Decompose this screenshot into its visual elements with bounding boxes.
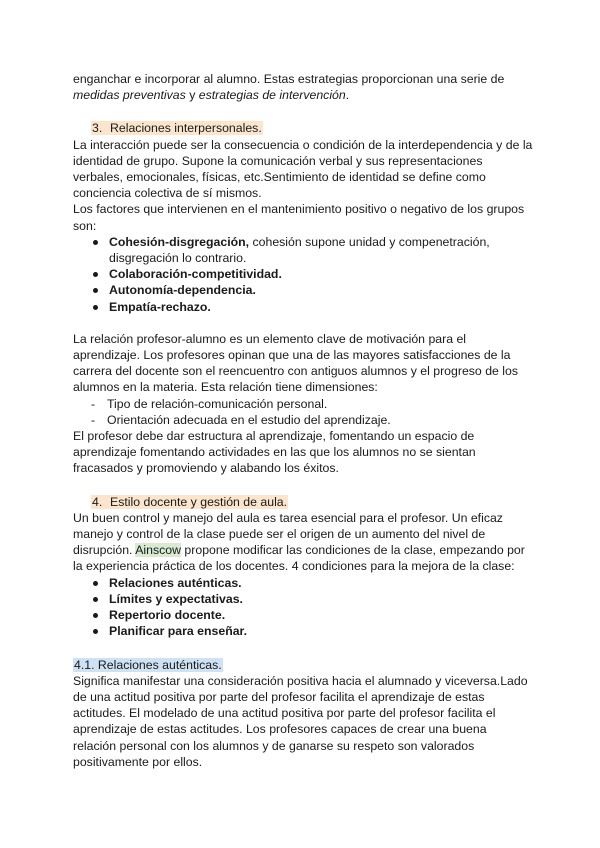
section-4-title: Estilo docente y gestión de aula. [110,494,288,509]
list-item: Repertorio docente. [93,607,533,623]
dash-marker: - [91,412,96,427]
section-3-title: Relaciones interpersonales. [110,121,262,136]
bullet-icon [93,581,98,586]
section-4-1-title: 4.1. Relaciones auténticas. [74,657,222,672]
section-4-1-heading [73,657,533,673]
factors-list [73,234,533,315]
bullet-icon [93,597,98,602]
intro-emphasis-preventive: medidas preventivas [73,88,186,103]
intro-paragraph [73,71,533,103]
list-item: Planificar para enseñar. [93,623,533,639]
section-4-paragraph: Un buen control y manejo del aula es tarea esencial para el profesor. Un eficaz manejo y control de la clase puede ser el origen de un aumento del nivel de disrupción. Ainscow propone modificar las condiciones de la clase, empezando por la experiencia práctica de los docentes. 4 condiciones para la mejora de la clase: [73,510,525,574]
list-item: - Tipo de relación-comunicación personal. [91,396,328,411]
section-4-number: 4. [92,494,103,509]
bullet-icon [93,613,98,618]
list-item: Cohesión-disgregación, cohesión supone unidad y compenetración, disgregación lo contrario. [93,234,533,266]
dash-marker: - [91,396,96,411]
list-item: Límites y expectativas. [93,591,533,607]
list-item: - Orientación adecuada en el estudio del aprendizaje. [91,412,391,427]
section-4-heading [73,494,533,510]
bullet-icon [93,272,98,277]
bullet-icon [93,240,98,245]
section-4-1-paragraph: Significa manifestar una consideración positiva hacia el alumnado y viceversa.Lado de una actitud positiva por parte del profesor facilita el aprendizaje de estas actitudes. El modelado de una actitud positiva por parte del profesor facilita el aprendizaje de estas actitudes. Los profesores capaces de crear una buena relación personal con los alumnos y de ganarse su respeto son valorados positivamente por ellos. [73,673,528,769]
section-3-paragraph-2: Los factores que intervienen en el mantenimiento positivo o negativo de los grupos son: [73,202,525,233]
list-item: Empatía-rechazo. [93,299,533,315]
intro-emphasis-intervention: estrategias de intervención [198,88,346,103]
conditions-list [73,575,533,640]
list-item: Autonomía-dependencia. [93,282,533,298]
section-3-paragraph-4: El profesor debe dar estructura al aprendizaje, fomentando un espacio de aprendizaje fomentando actividades en las que los alumnos no se sientan fracasados y promoviendo y alabando los éxitos. [73,429,476,476]
intro-end: . [345,88,350,103]
bullet-icon [93,288,98,293]
list-item: Relaciones auténticas. [93,575,533,591]
section-3-paragraph-1: La interacción puede ser la consecuencia o condición de la interdependencia y de la identidad de grupo. Supone la comunicación verbal y sus representaciones verbales, emocionales, físicas, etc.Sentimiento de identidad se define como conciencia colectiva de sí mismos. [73,137,533,201]
dimensions-list [73,396,533,428]
bullet-icon [93,305,98,310]
intro-conjunction: y [185,88,199,103]
bullet-icon [93,629,98,634]
section-3-number: 3. [92,121,103,136]
document-page [73,71,533,770]
section-3-heading [73,120,533,136]
highlighted-author-name: Ainscow [135,543,182,558]
list-item: Colaboración-competitividad. [93,266,533,282]
intro-text: enganchar e incorporar al alumno. Estas estrategias proporcionan una serie de [73,72,505,86]
section-3-paragraph-3: La relación profesor-alumno es un elemento clave de motivación para el aprendizaje. Los profesores opinan que una de las mayores satisfacciones de la carrera del docente son el reencuentro con antiguos alumnos y el progreso de los alumnos en la materia. Esta relación tiene dimensiones: [73,331,519,395]
